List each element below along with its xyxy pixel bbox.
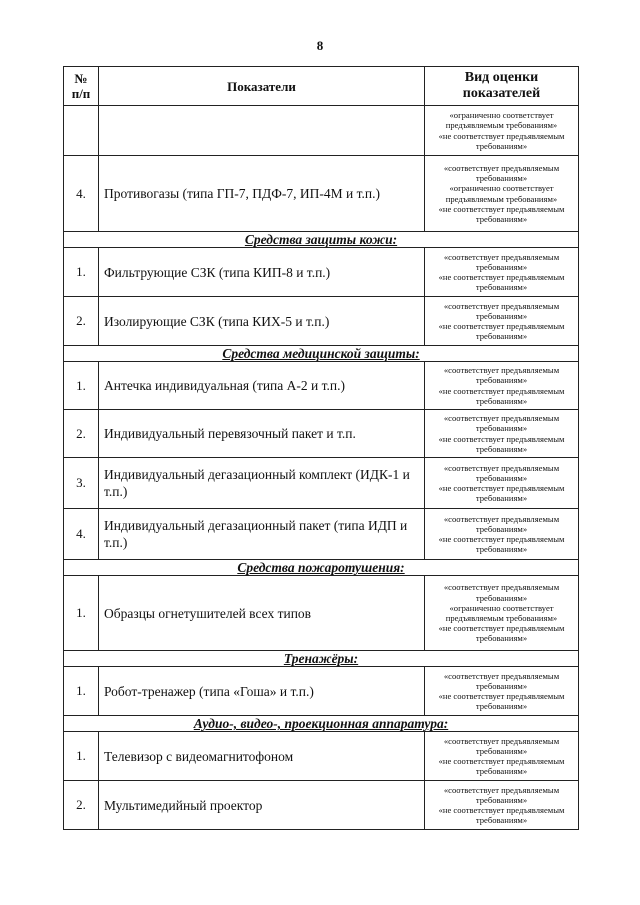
section-title: Аудио-, видео-, проекционная аппаратура: (64, 716, 579, 732)
row-indicator: Телевизор с видеомагнитофоном (99, 732, 425, 781)
evaluation-line: «не соответствует предъявляемым (438, 623, 565, 634)
evaluation-line: «соответствует предъявляемым (443, 670, 560, 681)
row-number: 2. (64, 297, 99, 346)
row-indicator: Индивидуальный дегазационный пакет (типа ИДП и т.п.) (99, 509, 425, 560)
table-row (64, 509, 579, 560)
row-evaluation (425, 248, 579, 297)
evaluation-line: требованиям» (475, 395, 528, 406)
row-evaluation (425, 106, 579, 156)
evaluation-line: требованиям» (475, 213, 528, 224)
evaluation-line: «не соответствует предъявляемым (438, 483, 565, 493)
section-row (64, 232, 579, 248)
evaluation-line: «соответствует предъявляемым (443, 462, 560, 473)
row-number: 3. (64, 458, 99, 509)
header-indicators: Показатели (99, 67, 425, 106)
evaluation-line: требованиям» (475, 261, 528, 272)
evaluation-line: требованиям» (475, 423, 528, 434)
row-number: 1. (64, 667, 99, 716)
row-indicator: Антечка индивидуальная (типа А-2 и т.п.) (99, 362, 425, 410)
section-row (64, 651, 579, 667)
table-row (64, 362, 579, 410)
table-row (64, 458, 579, 509)
row-evaluation (425, 458, 579, 509)
evaluation-line: «соответствует предъявляемым (443, 513, 560, 524)
evaluation-line: требованиям» (475, 331, 528, 342)
evaluation-line: требованиям» (475, 794, 528, 805)
evaluation-line: требованиям» (475, 375, 528, 386)
row-indicator: Противогазы (типа ГП-7, ПДФ-7, ИП-4М и т.п.) (99, 156, 425, 232)
evaluation-line: требованиям» (475, 523, 528, 534)
evaluation-line: «ограниченно соответствует (449, 183, 554, 194)
section-row (64, 716, 579, 732)
evaluation-line: требованиям» (475, 173, 528, 184)
row-indicator: Индивидуальный перевязочный пакет и т.п. (99, 410, 425, 458)
evaluation-line: предъявляемым требованиям» (445, 193, 558, 204)
evaluation-line: требованиям» (475, 745, 528, 756)
header-number (64, 67, 99, 106)
row-number: 4. (64, 509, 99, 560)
evaluation-line: «не соответствует предъявляемым (438, 691, 565, 701)
header-evaluation-line2: показателей (462, 86, 541, 101)
evaluation-line: «соответствует предъявляемым (443, 413, 560, 424)
evaluation-line: требованиям» (475, 282, 528, 293)
section-title: Средства пожаротушения: (64, 560, 579, 576)
table-row (64, 667, 579, 716)
evaluation-line: требованиям» (475, 815, 528, 826)
evaluation-line: «соответствует предъявляемым (443, 162, 560, 173)
row-evaluation (425, 410, 579, 458)
row-indicator: Фильтрующие СЗК (типа КИП-8 и т.п.) (99, 248, 425, 297)
row-number: 4. (64, 156, 99, 232)
section-row (64, 346, 579, 362)
evaluation-line: требованиям» (475, 633, 528, 644)
header-evaluation (425, 67, 579, 106)
evaluation-line: «не соответствует предъявляемым (438, 534, 565, 544)
row-number (64, 106, 99, 156)
evaluation-line: «соответствует предъявляемым (443, 251, 560, 262)
evaluation-line: «не соответствует предъявляемым (438, 203, 565, 214)
row-number: 1. (64, 732, 99, 781)
evaluation-line: требованиям» (475, 310, 528, 321)
row-evaluation (425, 362, 579, 410)
evaluation-line: «не соответствует предъявляемым (438, 385, 565, 396)
row-evaluation (425, 156, 579, 232)
table-row (64, 156, 579, 232)
row-number: 1. (64, 576, 99, 651)
row-indicator: Робот-тренажер (типа «Гоша» и т.п.) (99, 667, 425, 716)
header-evaluation-line1: Вид оценки (464, 70, 539, 85)
header-number-line2: п/п (71, 86, 91, 101)
section-title: Средства защиты кожи: (64, 232, 579, 248)
evaluation-line: «не соответствует предъявляемым (438, 130, 565, 141)
row-evaluation (425, 667, 579, 716)
evaluation-line: требованиям» (475, 443, 528, 454)
evaluation-line: предъявляемым требованиям» (445, 613, 558, 623)
row-number: 2. (64, 410, 99, 458)
row-indicator: Индивидуальный дегазационный комплект (ИДК-1 и т.п.) (99, 458, 425, 509)
table-row (64, 781, 579, 830)
evaluation-line: «соответствует предъявляемым (443, 582, 560, 593)
evaluation-line: «соответствует предъявляемым (443, 300, 560, 311)
table-header-row (64, 67, 579, 106)
row-number: 1. (64, 248, 99, 297)
evaluation-line: требованиям» (475, 472, 528, 483)
evaluation-line: «ограниченно соответствует (449, 602, 554, 613)
evaluation-line: требованиям» (475, 766, 528, 777)
evaluation-line: предъявляемым требованиям» (445, 120, 558, 131)
evaluation-line: «ограниченно соответствует (449, 110, 554, 121)
row-indicator: Мультимедийный проектор (99, 781, 425, 830)
evaluation-line: требованиям» (475, 592, 528, 603)
section-row (64, 560, 579, 576)
row-evaluation (425, 576, 579, 651)
row-number: 2. (64, 781, 99, 830)
evaluation-line: «не соответствует предъявляемым (438, 433, 565, 444)
section-title: Тренажёры: (64, 651, 579, 667)
page-number: 8 (316, 38, 324, 53)
table-row (64, 106, 579, 156)
header-number-line1: № (74, 71, 88, 86)
row-evaluation (425, 732, 579, 781)
row-indicator: Изолирующие СЗК (типа КИХ-5 и т.п.) (99, 297, 425, 346)
table-row (64, 576, 579, 651)
evaluation-line: требованиям» (475, 140, 528, 151)
evaluation-line: «не соответствует предъявляемым (438, 272, 565, 282)
row-indicator (99, 106, 425, 156)
evaluation-line: «не соответствует предъявляемым (438, 321, 565, 331)
row-number: 1. (64, 362, 99, 410)
row-indicator: Образцы огнетушителей всех типов (99, 576, 425, 651)
evaluation-line: требованиям» (475, 544, 528, 555)
table-row (64, 248, 579, 297)
evaluation-line: «не соответствует предъявляемым (438, 756, 565, 766)
row-evaluation (425, 781, 579, 830)
table-row (64, 732, 579, 781)
evaluation-line: «не соответствует предъявляемым (438, 805, 565, 815)
section-title: Средства медицинской защиты: (64, 346, 579, 362)
evaluation-line: «соответствует предъявляемым (443, 365, 560, 376)
row-evaluation (425, 509, 579, 560)
evaluation-line: требованиям» (475, 701, 528, 712)
evaluation-line: требованиям» (475, 680, 528, 691)
evaluation-line: «соответствует предъявляемым (443, 735, 560, 746)
evaluation-line: «соответствует предъявляемым (443, 784, 560, 795)
row-evaluation (425, 297, 579, 346)
table-row (64, 410, 579, 458)
table-row (64, 297, 579, 346)
evaluation-line: требованиям» (475, 493, 528, 504)
indicators-table (63, 66, 579, 830)
